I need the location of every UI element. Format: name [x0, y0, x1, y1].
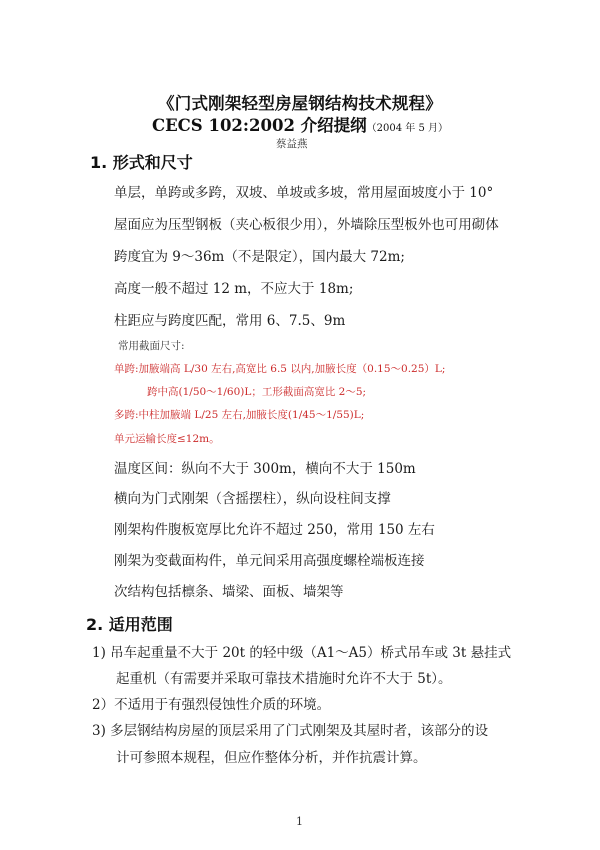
paragraph-line: 刚架为变截面构件，单元间采用高强度螺栓端板连接: [114, 553, 425, 569]
document-title: 《门式刚架轻型房屋钢结构技术规程》: [158, 94, 442, 113]
subtitle-main: CECS 102:2002 介绍提纲: [151, 116, 367, 135]
red-note: 单跨:加腋端高 L/30 左右,高宽比 6.5 以内,加腋长度（0.15～0.25）L;: [114, 363, 446, 375]
paragraph-line: 柱距应与跨度匹配，常用 6、7.5、9m: [114, 313, 346, 329]
list-item-continuation: 计可参照本规程，但应作整体分析，并作抗震计算。: [116, 750, 427, 766]
list-item: 3) 多层钢结构房屋的顶层采用了门式刚架及其屋时者，该部分的设: [92, 723, 489, 739]
red-note: 多跨:中柱加腋端 L/25 左右,加腋长度(1/45～1/55)L;: [114, 409, 365, 421]
section-2-heading: 2. 适用范围: [86, 615, 173, 634]
paragraph-line: 屋面应为压型钢板（夹心板很少用），外墙除压型板外也可用砌体: [114, 217, 499, 233]
list-item-continuation: 起重机（有需要并采取可靠技术措施时允许不大于 5t）。: [116, 671, 452, 687]
list-item: 1) 吊车起重量不大于 20t 的轻中级（A1～A5）桥式吊车或 3t 悬挂式: [92, 645, 512, 661]
document-subtitle: [0, 112, 600, 136]
list-item: 2）不适用于有强烈侵蚀性介质的环境。: [92, 697, 331, 713]
red-note: 单元运输长度≤12m。: [114, 433, 220, 445]
red-note: 跨中高(1/50～1/60)L；工形截面高宽比 2～5;: [147, 386, 367, 398]
subtitle-date: （2004 年 5 月）: [366, 123, 449, 134]
paragraph-line: 刚架构件腹板宽厚比允许不超过 250，常用 150 左右: [114, 522, 435, 538]
paragraph-line: 温度区间：纵向不大于 300m，横向不大于 150m: [114, 461, 416, 477]
paragraph-line: 跨度宜为 9～36m（不是限定），国内最大 72m;: [114, 249, 405, 265]
author-name: 蔡益燕: [276, 138, 308, 150]
paragraph-line: 次结构包括檩条、墙梁、面板、墙架等: [114, 584, 344, 600]
paragraph-line: 单层，单跨或多跨，双坡、单坡或多坡，常用屋面坡度小于 10°: [114, 185, 494, 201]
paragraph-line: 横向为门式刚架（含摇摆柱），纵向设柱间支撑: [114, 491, 391, 507]
section-label: 常用截面尺寸:: [118, 340, 185, 352]
paragraph-line: 高度一般不超过 12 m，不应大于 18m;: [114, 281, 354, 297]
section-1-heading: 1. 形式和尺寸: [90, 153, 193, 172]
page-number: 1: [296, 815, 303, 828]
